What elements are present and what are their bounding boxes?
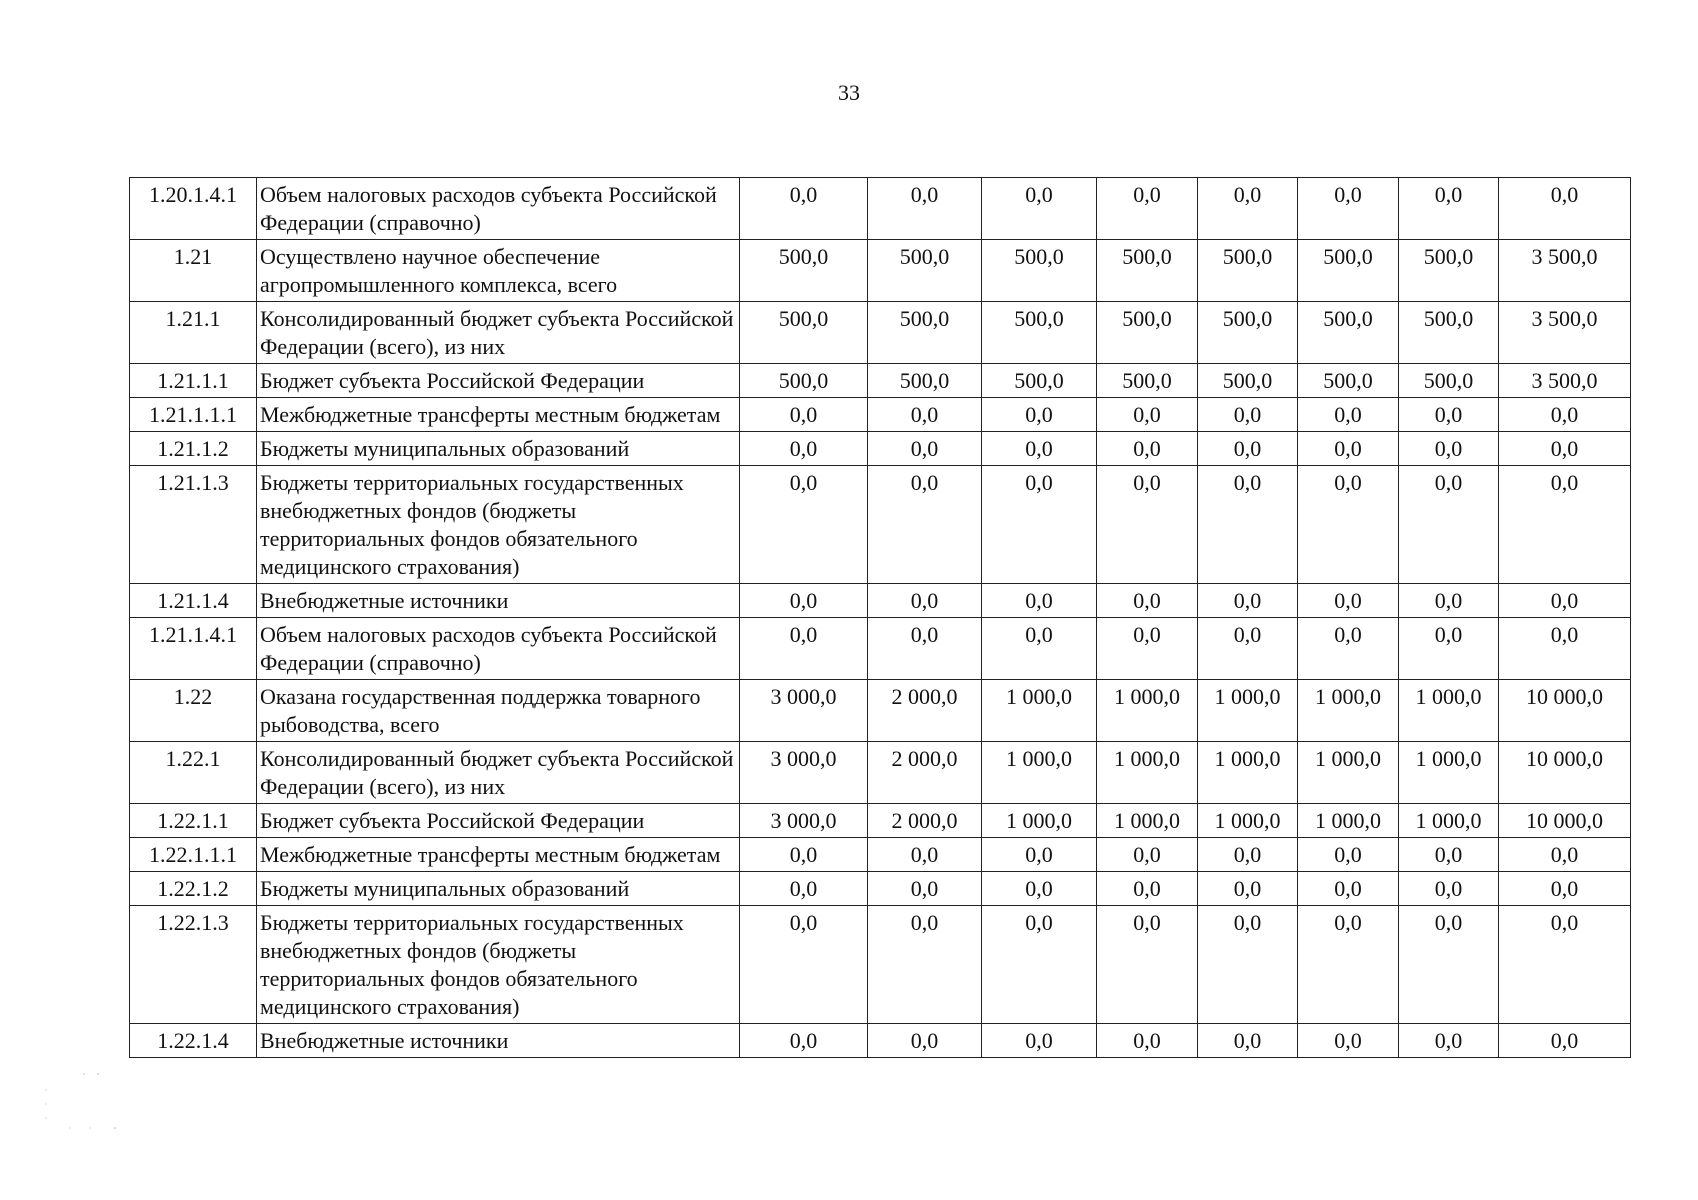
row-code: 1.22 xyxy=(130,680,257,742)
row-name: Внебюджетные источники xyxy=(257,584,740,618)
row-value-col-2: 500,0 xyxy=(868,364,982,398)
row-code: 1.20.1.4.1 xyxy=(130,178,257,240)
row-value-col-7: 0,0 xyxy=(1399,178,1499,240)
row-value-col-7: 0,0 xyxy=(1399,872,1499,906)
row-value-col-6: 0,0 xyxy=(1298,838,1399,872)
row-value-col-7: 1 000,0 xyxy=(1399,742,1499,804)
row-value-col-7: 0,0 xyxy=(1399,906,1499,1024)
table-row xyxy=(130,906,1631,1024)
table-row xyxy=(130,302,1631,364)
row-value-col-3: 0,0 xyxy=(982,432,1097,466)
row-value-col-8: 0,0 xyxy=(1499,872,1631,906)
row-value-col-8: 0,0 xyxy=(1499,398,1631,432)
row-code: 1.21.1.1.1 xyxy=(130,398,257,432)
row-value-col-1: 0,0 xyxy=(740,584,868,618)
row-value-col-7: 0,0 xyxy=(1399,618,1499,680)
row-name: Бюджеты муниципальных образований xyxy=(257,872,740,906)
row-value-col-5: 0,0 xyxy=(1198,1024,1298,1058)
table-row xyxy=(130,364,1631,398)
row-value-col-2: 0,0 xyxy=(868,1024,982,1058)
row-code: 1.22.1.2 xyxy=(130,872,257,906)
row-name: Консолидированный бюджет субъекта Российской Федерации (всего), из них xyxy=(257,742,740,804)
row-value-col-4: 0,0 xyxy=(1097,398,1198,432)
row-value-col-7: 1 000,0 xyxy=(1399,680,1499,742)
row-value-col-8: 10 000,0 xyxy=(1499,680,1631,742)
row-code: 1.22.1.1 xyxy=(130,804,257,838)
row-value-col-2: 0,0 xyxy=(868,618,982,680)
row-value-col-3: 0,0 xyxy=(982,584,1097,618)
table-row xyxy=(130,432,1631,466)
row-name: Внебюджетные источники xyxy=(257,1024,740,1058)
page-number: 33 xyxy=(838,80,860,105)
row-value-col-5: 0,0 xyxy=(1198,838,1298,872)
row-code: 1.22.1.4 xyxy=(130,1024,257,1058)
row-value-col-1: 0,0 xyxy=(740,618,868,680)
row-value-col-8: 0,0 xyxy=(1499,178,1631,240)
row-value-col-7: 500,0 xyxy=(1399,302,1499,364)
row-value-col-1: 3 000,0 xyxy=(740,804,868,838)
row-value-col-6: 0,0 xyxy=(1298,398,1399,432)
row-value-col-8: 0,0 xyxy=(1499,838,1631,872)
row-value-col-8: 0,0 xyxy=(1499,1024,1631,1058)
table-body xyxy=(130,178,1631,1058)
row-code: 1.21.1.4.1 xyxy=(130,618,257,680)
row-value-col-5: 0,0 xyxy=(1198,584,1298,618)
row-value-col-2: 0,0 xyxy=(868,432,982,466)
table-row xyxy=(130,1024,1631,1058)
row-value-col-1: 0,0 xyxy=(740,838,868,872)
row-name: Бюджет субъекта Российской Федерации xyxy=(257,804,740,838)
row-value-col-4: 500,0 xyxy=(1097,302,1198,364)
row-value-col-7: 500,0 xyxy=(1399,364,1499,398)
row-value-col-5: 1 000,0 xyxy=(1198,804,1298,838)
row-value-col-6: 1 000,0 xyxy=(1298,804,1399,838)
row-value-col-7: 0,0 xyxy=(1399,584,1499,618)
table-row xyxy=(130,680,1631,742)
table-row xyxy=(130,618,1631,680)
row-value-col-4: 0,0 xyxy=(1097,618,1198,680)
row-value-col-6: 500,0 xyxy=(1298,302,1399,364)
row-value-col-6: 0,0 xyxy=(1298,584,1399,618)
row-value-col-7: 0,0 xyxy=(1399,432,1499,466)
row-value-col-7: 0,0 xyxy=(1399,838,1499,872)
row-value-col-4: 0,0 xyxy=(1097,466,1198,584)
row-value-col-3: 0,0 xyxy=(982,838,1097,872)
row-value-col-2: 0,0 xyxy=(868,178,982,240)
row-value-col-3: 0,0 xyxy=(982,178,1097,240)
row-name: Осуществлено научное обеспечение агропромышленного комплекса, всего xyxy=(257,240,740,302)
row-value-col-2: 0,0 xyxy=(868,872,982,906)
table-row xyxy=(130,872,1631,906)
row-value-col-4: 1 000,0 xyxy=(1097,804,1198,838)
row-value-col-6: 0,0 xyxy=(1298,466,1399,584)
row-value-col-6: 0,0 xyxy=(1298,618,1399,680)
row-value-col-2: 0,0 xyxy=(868,584,982,618)
table-row xyxy=(130,742,1631,804)
row-value-col-5: 1 000,0 xyxy=(1198,680,1298,742)
row-value-col-2: 0,0 xyxy=(868,466,982,584)
row-value-col-6: 0,0 xyxy=(1298,906,1399,1024)
row-value-col-5: 0,0 xyxy=(1198,906,1298,1024)
row-value-col-2: 2 000,0 xyxy=(868,680,982,742)
row-value-col-1: 0,0 xyxy=(740,398,868,432)
row-value-col-6: 0,0 xyxy=(1298,872,1399,906)
row-value-col-5: 500,0 xyxy=(1198,302,1298,364)
row-value-col-4: 0,0 xyxy=(1097,872,1198,906)
row-value-col-3: 0,0 xyxy=(982,618,1097,680)
row-value-col-3: 500,0 xyxy=(982,240,1097,302)
row-value-col-4: 0,0 xyxy=(1097,906,1198,1024)
row-value-col-5: 0,0 xyxy=(1198,398,1298,432)
row-value-col-6: 500,0 xyxy=(1298,240,1399,302)
row-value-col-5: 1 000,0 xyxy=(1198,742,1298,804)
row-value-col-5: 500,0 xyxy=(1198,364,1298,398)
row-value-col-8: 0,0 xyxy=(1499,466,1631,584)
budget-table xyxy=(129,177,1631,1058)
row-value-col-8: 0,0 xyxy=(1499,618,1631,680)
row-value-col-3: 1 000,0 xyxy=(982,680,1097,742)
table-row xyxy=(130,398,1631,432)
row-value-col-6: 1 000,0 xyxy=(1298,742,1399,804)
row-value-col-4: 1 000,0 xyxy=(1097,742,1198,804)
row-name: Консолидированный бюджет субъекта Российской Федерации (всего), из них xyxy=(257,302,740,364)
row-value-col-8: 0,0 xyxy=(1499,432,1631,466)
table-row xyxy=(130,178,1631,240)
row-value-col-6: 0,0 xyxy=(1298,178,1399,240)
row-code: 1.21.1 xyxy=(130,302,257,364)
row-code: 1.21.1.3 xyxy=(130,466,257,584)
table-row xyxy=(130,804,1631,838)
row-name: Объем налоговых расходов субъекта Российской Федерации (справочно) xyxy=(257,178,740,240)
table-row xyxy=(130,838,1631,872)
row-name: Межбюджетные трансферты местным бюджетам xyxy=(257,838,740,872)
table-row xyxy=(130,240,1631,302)
row-name: Межбюджетные трансферты местным бюджетам xyxy=(257,398,740,432)
row-name: Бюджеты территориальных государственных внебюджетных фондов (бюджеты территориальных фондов обязательного медицинского страхования) xyxy=(257,466,740,584)
row-value-col-8: 10 000,0 xyxy=(1499,742,1631,804)
row-value-col-3: 0,0 xyxy=(982,398,1097,432)
row-code: 1.22.1 xyxy=(130,742,257,804)
row-value-col-2: 500,0 xyxy=(868,302,982,364)
row-value-col-8: 0,0 xyxy=(1499,906,1631,1024)
row-value-col-6: 500,0 xyxy=(1298,364,1399,398)
row-value-col-8: 3 500,0 xyxy=(1499,302,1631,364)
row-value-col-3: 0,0 xyxy=(982,906,1097,1024)
row-value-col-3: 1 000,0 xyxy=(982,804,1097,838)
row-value-col-5: 500,0 xyxy=(1198,240,1298,302)
row-value-col-5: 0,0 xyxy=(1198,466,1298,584)
row-value-col-8: 10 000,0 xyxy=(1499,804,1631,838)
row-code: 1.21.1.4 xyxy=(130,584,257,618)
row-value-col-7: 0,0 xyxy=(1399,1024,1499,1058)
row-value-col-3: 0,0 xyxy=(982,466,1097,584)
row-value-col-7: 0,0 xyxy=(1399,398,1499,432)
row-value-col-4: 1 000,0 xyxy=(1097,680,1198,742)
table-row xyxy=(130,584,1631,618)
row-value-col-3: 1 000,0 xyxy=(982,742,1097,804)
row-value-col-7: 0,0 xyxy=(1399,466,1499,584)
row-name: Бюджеты муниципальных образований xyxy=(257,432,740,466)
row-value-col-6: 0,0 xyxy=(1298,432,1399,466)
row-name: Бюджеты территориальных государственных внебюджетных фондов (бюджеты территориальных фондов обязательного медицинского страхования) xyxy=(257,906,740,1024)
row-value-col-4: 0,0 xyxy=(1097,178,1198,240)
row-value-col-1: 500,0 xyxy=(740,240,868,302)
row-value-col-1: 0,0 xyxy=(740,1024,868,1058)
row-value-col-1: 3 000,0 xyxy=(740,680,868,742)
row-value-col-5: 0,0 xyxy=(1198,618,1298,680)
table-row xyxy=(130,466,1631,584)
row-value-col-1: 0,0 xyxy=(740,872,868,906)
row-value-col-1: 3 000,0 xyxy=(740,742,868,804)
row-code: 1.21 xyxy=(130,240,257,302)
row-value-col-4: 500,0 xyxy=(1097,364,1198,398)
row-value-col-1: 0,0 xyxy=(740,466,868,584)
row-value-col-3: 0,0 xyxy=(982,1024,1097,1058)
row-name: Бюджет субъекта Российской Федерации xyxy=(257,364,740,398)
row-value-col-2: 2 000,0 xyxy=(868,804,982,838)
row-value-col-4: 0,0 xyxy=(1097,838,1198,872)
row-value-col-7: 500,0 xyxy=(1399,240,1499,302)
scan-margin-specks xyxy=(40,1070,120,1140)
row-value-col-4: 0,0 xyxy=(1097,1024,1198,1058)
row-name: Оказана государственная поддержка товарного рыбоводства, всего xyxy=(257,680,740,742)
row-value-col-3: 500,0 xyxy=(982,364,1097,398)
row-value-col-3: 500,0 xyxy=(982,302,1097,364)
row-value-col-8: 0,0 xyxy=(1499,584,1631,618)
row-value-col-6: 0,0 xyxy=(1298,1024,1399,1058)
row-code: 1.22.1.1.1 xyxy=(130,838,257,872)
row-value-col-1: 0,0 xyxy=(740,906,868,1024)
row-name: Объем налоговых расходов субъекта Российской Федерации (справочно) xyxy=(257,618,740,680)
row-value-col-6: 1 000,0 xyxy=(1298,680,1399,742)
row-code: 1.21.1.2 xyxy=(130,432,257,466)
row-value-col-4: 500,0 xyxy=(1097,240,1198,302)
row-value-col-3: 0,0 xyxy=(982,872,1097,906)
row-value-col-2: 2 000,0 xyxy=(868,742,982,804)
row-value-col-5: 0,0 xyxy=(1198,178,1298,240)
row-value-col-8: 3 500,0 xyxy=(1499,240,1631,302)
row-value-col-2: 500,0 xyxy=(868,240,982,302)
row-code: 1.22.1.3 xyxy=(130,906,257,1024)
row-value-col-2: 0,0 xyxy=(868,906,982,1024)
row-value-col-4: 0,0 xyxy=(1097,584,1198,618)
row-value-col-2: 0,0 xyxy=(868,838,982,872)
row-value-col-5: 0,0 xyxy=(1198,872,1298,906)
row-value-col-5: 0,0 xyxy=(1198,432,1298,466)
row-value-col-7: 1 000,0 xyxy=(1399,804,1499,838)
row-value-col-1: 500,0 xyxy=(740,302,868,364)
row-value-col-1: 500,0 xyxy=(740,364,868,398)
row-code: 1.21.1.1 xyxy=(130,364,257,398)
row-value-col-8: 3 500,0 xyxy=(1499,364,1631,398)
row-value-col-1: 0,0 xyxy=(740,178,868,240)
row-value-col-1: 0,0 xyxy=(740,432,868,466)
row-value-col-4: 0,0 xyxy=(1097,432,1198,466)
row-value-col-2: 0,0 xyxy=(868,398,982,432)
